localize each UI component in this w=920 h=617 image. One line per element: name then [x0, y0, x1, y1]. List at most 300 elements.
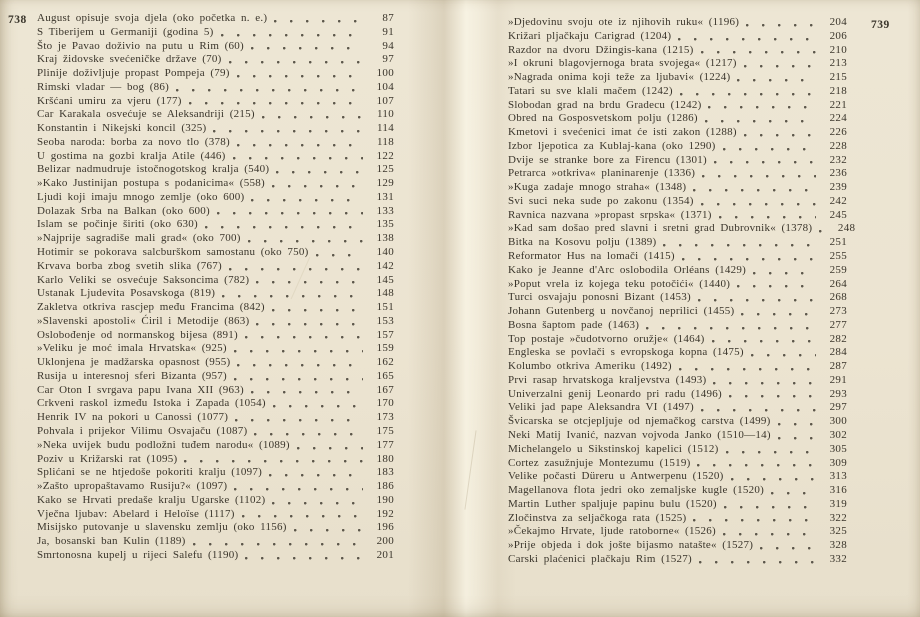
entry-page-number: 264: [829, 277, 847, 290]
toc-entry: [508, 112, 847, 126]
entry-title: »Prije objeda i dok jošte bijasmo natašte« (1527): [508, 539, 754, 552]
entry-page-number: 319: [829, 497, 847, 510]
entry-page-number: 190: [376, 493, 394, 506]
entry-page-number: 131: [376, 190, 394, 203]
entry-page-number: 251: [829, 236, 847, 249]
toc-entry: [508, 154, 847, 168]
dot-leader: [693, 181, 816, 195]
entry-title: Prvi rasap hrvatskoga kraljevstva (1493): [508, 373, 707, 386]
dot-leader: [234, 342, 363, 356]
entry-page-number: 302: [829, 428, 847, 441]
dot-leader: [245, 549, 363, 563]
entry-title: Kolumbo otkriva Ameriku (1492): [508, 360, 672, 373]
dot-leader: [237, 356, 363, 370]
entry-title: Crkveni raskol između Istoka i Zapada (1054): [37, 397, 266, 410]
toc-entry: [508, 470, 847, 484]
entry-title: Kršćani umiru za vjeru (177): [37, 94, 182, 107]
entry-title: Univerzalni genij Leonardo pri radu (1496): [508, 387, 722, 400]
entry-page-number: 148: [376, 287, 394, 300]
toc-entry: [37, 480, 394, 494]
toc-entry: [508, 30, 847, 44]
dot-leader: [272, 177, 363, 191]
entry-title: »Slavenski apostoli« Ćiril i Metodije (863): [37, 314, 250, 327]
dot-leader: [697, 457, 816, 471]
dot-leader: [678, 30, 816, 44]
dot-leader: [248, 232, 363, 246]
dot-leader: [693, 512, 816, 526]
entry-page-number: 107: [376, 94, 394, 107]
toc-entry: [37, 246, 394, 260]
entry-page-number: 316: [829, 484, 847, 497]
toc-entry: [508, 195, 847, 209]
entry-page-number: 248: [837, 222, 856, 235]
entry-title: Carski plaćenici plačkaju Rim (1527): [508, 552, 692, 565]
toc-entry: [508, 498, 847, 512]
left-page-number: 738: [8, 14, 27, 26]
entry-title: Splićani se ne htjedoše pokoriti kralju (1097): [37, 466, 263, 479]
toc-entry: [508, 71, 847, 85]
entry-title: Henrik IV na pokori u Canossi (1077): [37, 411, 229, 424]
entry-page-number: 204: [829, 16, 847, 28]
dot-leader: [741, 305, 816, 319]
toc-entry: [508, 388, 847, 402]
entry-title: Petrarca »otkriva« planinarenje (1336): [508, 167, 696, 180]
entry-page-number: 226: [829, 126, 847, 139]
entry-page-number: 309: [829, 456, 847, 469]
toc-entry: [37, 397, 394, 411]
entry-title: Svi suci neka sude po zakonu (1354): [508, 194, 694, 207]
entry-page-number: 255: [829, 250, 847, 263]
dot-leader: [778, 415, 816, 429]
dot-leader: [705, 112, 816, 126]
toc-entry: [37, 466, 394, 480]
entry-page-number: 94: [382, 39, 394, 52]
entry-title: »I okruni blagovjernoga brata svojega« (1217): [508, 57, 737, 70]
entry-title: Car Oton I svrgava papu Ivana XII (963): [37, 383, 244, 396]
entry-page-number: 173: [376, 411, 394, 424]
toc-entry: [508, 222, 856, 236]
dot-leader: [237, 67, 363, 81]
entry-page-number: 245: [829, 208, 847, 221]
toc-entry: [37, 205, 394, 219]
dot-leader: [221, 26, 363, 40]
entry-page-number: 228: [829, 139, 847, 152]
entry-page-number: 183: [376, 466, 394, 479]
dot-leader: [708, 99, 816, 113]
toc-entry: [37, 301, 394, 315]
entry-page-number: 297: [829, 401, 847, 414]
dot-leader: [663, 236, 816, 250]
entry-page-number: 151: [376, 301, 394, 314]
dot-leader: [176, 81, 363, 95]
dot-leader: [229, 53, 363, 67]
dot-leader: [729, 388, 816, 402]
entry-title: »Veliku je moć imala Hrvatska« (925): [37, 342, 227, 355]
entry-page-number: 210: [829, 43, 847, 56]
toc-entry: [37, 370, 394, 384]
entry-page-number: 153: [376, 314, 394, 327]
entry-page-number: 91: [382, 25, 394, 38]
dot-leader: [217, 205, 363, 219]
entry-title: Pohvala i prijekor Vilimu Osvajaču (1087): [37, 424, 248, 437]
entry-title: Kmetovi i svećenici imat će isti zakon (1288): [508, 126, 737, 139]
toc-entry: [37, 163, 394, 177]
dot-leader: [699, 553, 816, 567]
entry-title: Car Karakala osvećuje se Aleksandriji (215): [37, 108, 255, 121]
dot-leader: [193, 535, 363, 549]
toc-entry: [508, 512, 847, 526]
entry-page-number: 201: [376, 548, 394, 561]
entry-title: »Najprije sagradiše mali grad« (oko 700): [37, 232, 241, 245]
toc-entry: [37, 53, 394, 67]
entry-page-number: 110: [377, 108, 394, 121]
toc-entry: [508, 181, 847, 195]
entry-title: Izbor ljepotica za Kublaj-kana (oko 1290): [508, 139, 716, 152]
entry-page-number: 273: [829, 305, 847, 318]
entry-title: Plinije doživljuje propast Pompeja (79): [37, 67, 230, 80]
toc-entry: [37, 329, 394, 343]
toc-entry: [37, 12, 394, 26]
toc-entry: [37, 108, 394, 122]
toc-entry: [37, 67, 394, 81]
toc-entry: [508, 360, 847, 374]
entry-page-number: 175: [376, 424, 394, 437]
entry-page-number: 200: [376, 535, 394, 548]
dot-leader: [712, 333, 816, 347]
entry-title: Konstantin i Nikejski koncil (325): [37, 122, 207, 135]
entry-title: »Poput vrela iz kojega teku potočići« (1440): [508, 277, 731, 290]
dot-leader: [256, 274, 363, 288]
entry-title: Kako se Hrvati predaše kralju Ugarske (1102): [37, 493, 266, 506]
entry-title: Seoba naroda: borba za novo tlo (378): [37, 135, 230, 148]
entry-title: Belizar nadmudruje istočnogotskog kralja (540): [37, 163, 270, 176]
dot-leader: [778, 429, 816, 443]
entry-page-number: 322: [829, 511, 847, 524]
toc-entry: [508, 16, 847, 30]
entry-title: Smrtonosna kupelj u rijeci Salefu (1190): [37, 548, 239, 561]
dot-leader: [205, 218, 363, 232]
entry-title: Neki Matij Ivanić, nazvan vojvoda Janko (1510—14): [508, 428, 771, 441]
toc-entry: [508, 457, 847, 471]
entry-page-number: 268: [829, 291, 847, 304]
toc-entry: [508, 429, 847, 443]
dot-leader: [723, 525, 816, 539]
dot-leader: [771, 484, 816, 498]
entry-title: Hotimir se pokorava salcburškom samostanu (oko 750): [37, 246, 309, 259]
toc-entry: [37, 439, 394, 453]
entry-page-number: 157: [376, 328, 394, 341]
dot-leader: [184, 453, 363, 467]
dot-leader: [234, 480, 363, 494]
toc-entry: [37, 453, 394, 467]
dot-leader: [245, 329, 363, 343]
dot-leader: [682, 250, 816, 264]
entry-page-number: 305: [829, 442, 847, 455]
toc-column-left: [37, 12, 394, 563]
toc-entry: [37, 425, 394, 439]
toc-entry: [37, 218, 394, 232]
dot-leader: [680, 85, 816, 99]
entry-page-number: 142: [376, 259, 394, 272]
entry-page-number: 104: [376, 80, 394, 93]
dot-leader: [272, 494, 363, 508]
dot-leader: [251, 384, 363, 398]
entry-title: Misijsko putovanje u slavensku zemlju (oko 1156): [37, 521, 287, 534]
dot-leader: [702, 167, 816, 181]
dot-leader: [714, 154, 816, 168]
entry-title: »Kad sam došao pred slavni i sretni grad Dubrovnik« (1378): [508, 222, 813, 235]
entry-title: Oslobođenje od normanskog bijesa (891): [37, 328, 238, 341]
gutter-fold-scratch: [464, 430, 476, 509]
entry-title: Zločinstva za seljačkoga rata (1525): [508, 511, 687, 524]
toc-entry: [37, 40, 394, 54]
entry-title: Cortez zasužnjuje Montezumu (1519): [508, 456, 691, 469]
entry-page-number: 125: [376, 163, 394, 176]
entry-page-number: 239: [829, 181, 847, 194]
dot-leader: [274, 12, 363, 26]
toc-entry: [37, 260, 394, 274]
toc-entry: [37, 287, 394, 301]
dot-leader: [679, 360, 816, 374]
toc-entry: [508, 319, 847, 333]
entry-page-number: 236: [829, 167, 847, 180]
dot-leader: [701, 195, 816, 209]
toc-entry: [37, 315, 394, 329]
entry-title: Kraj židovske svećeničke države (70): [37, 53, 222, 66]
dot-leader: [737, 71, 816, 85]
entry-title: Engleska se povlači s evropskoga kopna (1475): [508, 346, 744, 359]
toc-entry: [37, 549, 394, 563]
entry-title: »Kako Justinijan postupa s podanicima« (558): [37, 177, 265, 190]
entry-page-number: 215: [829, 71, 847, 84]
dot-leader: [272, 301, 363, 315]
entry-page-number: 206: [829, 29, 847, 42]
toc-entry: [37, 535, 394, 549]
entry-page-number: 328: [829, 539, 847, 552]
dot-leader: [646, 319, 816, 333]
entry-page-number: 284: [829, 346, 847, 359]
entry-page-number: 170: [376, 397, 394, 410]
entry-page-number: 165: [376, 369, 394, 382]
entry-title: U gostima na gozbi kralja Atile (446): [37, 149, 226, 162]
toc-entry: [508, 167, 847, 181]
toc-column-right: [508, 16, 856, 567]
entry-title: Vječna ljubav: Abelard i Heloïse (1117): [37, 507, 235, 520]
dot-leader: [276, 163, 363, 177]
entry-page-number: 167: [376, 383, 394, 396]
entry-title: »Djedovinu svoju ote iz njihovih ruku« (1196): [508, 16, 740, 28]
entry-title: Slobodan grad na brdu Gradecu (1242): [508, 98, 702, 111]
toc-entry: [508, 57, 847, 71]
entry-title: Poziv u Križarski rat (1095): [37, 452, 178, 465]
entry-title: »Čekajmo Hrvate, ljude ratoborne« (1526): [508, 525, 716, 538]
toc-entry: [508, 44, 847, 58]
toc-entry: [508, 85, 847, 99]
entry-title: Što je Pavao doživio na putu u Rim (60): [37, 39, 244, 52]
toc-entry: [508, 209, 847, 223]
entry-page-number: 313: [829, 470, 847, 483]
dot-leader: [254, 425, 363, 439]
dot-leader: [294, 521, 363, 535]
dot-leader: [698, 291, 816, 305]
entry-page-number: 135: [376, 218, 394, 231]
entry-page-number: 332: [829, 552, 847, 565]
entry-title: Križari pljačkaju Carigrad (1204): [508, 29, 672, 42]
entry-title: Bosna šaptom pade (1463): [508, 318, 640, 331]
entry-page-number: 291: [829, 373, 847, 386]
dot-leader: [737, 278, 816, 292]
dot-leader: [235, 411, 363, 425]
entry-page-number: 138: [376, 232, 394, 245]
dot-leader: [297, 439, 363, 453]
toc-entry: [37, 81, 394, 95]
toc-entry: [37, 356, 394, 370]
entry-page-number: 300: [829, 415, 847, 428]
entry-title: Top postaje »čudotvorno oružje« (1464): [508, 332, 705, 345]
toc-entry: [37, 177, 394, 191]
dot-leader: [751, 346, 816, 360]
entry-page-number: 100: [376, 67, 394, 80]
dot-leader: [316, 246, 363, 260]
entry-title: Dolazak Srba na Balkan (oko 600): [37, 204, 210, 217]
toc-entry: [508, 484, 847, 498]
dot-leader: [731, 470, 816, 484]
dot-leader: [234, 370, 363, 384]
entry-page-number: 293: [829, 387, 847, 400]
toc-entry: [508, 250, 847, 264]
entry-page-number: 159: [376, 342, 394, 355]
entry-page-number: 133: [376, 204, 394, 217]
entry-page-number: 129: [376, 177, 394, 190]
entry-page-number: 282: [829, 332, 847, 345]
dot-leader: [744, 126, 816, 140]
entry-page-number: 242: [829, 194, 847, 207]
entry-title: Rimski vladar — bog (86): [37, 80, 170, 93]
dot-leader: [242, 508, 363, 522]
entry-page-number: 186: [376, 480, 394, 493]
toc-entry: [508, 99, 847, 113]
entry-title: Karlo Veliki se osvećuje Saksoncima (782): [37, 273, 250, 286]
dot-leader: [760, 539, 816, 553]
dot-leader: [701, 44, 816, 58]
dot-leader: [251, 191, 363, 205]
toc-entry: [37, 411, 394, 425]
dot-leader: [713, 374, 816, 388]
dot-leader: [723, 140, 816, 154]
entry-title: Kako je Jeanne d'Arc oslobodila Orléans (1429): [508, 263, 747, 276]
entry-page-number: 224: [829, 112, 847, 125]
entry-title: Velike počasti Düreru u Antwerpenu (1520): [508, 470, 724, 483]
entry-page-number: 221: [829, 98, 847, 111]
entry-title: Magellanova flota jedri oko zemaljske kugle (1520): [508, 484, 764, 497]
entry-title: Zakletva otkriva rascjep među Francima (842): [37, 301, 265, 314]
entry-title: »Nagrada onima koji teže za ljubavi« (1224): [508, 71, 731, 84]
entry-title: Rusija u interesnoj sferi Bizanta (957): [37, 369, 227, 382]
toc-entry: [508, 305, 847, 319]
entry-title: August opisuje svoja djela (oko početka n. e.): [37, 12, 268, 24]
toc-entry: [508, 140, 847, 154]
toc-entry: [37, 384, 394, 398]
toc-entry: [37, 150, 394, 164]
dot-leader: [251, 40, 363, 54]
toc-entry: [37, 274, 394, 288]
toc-entry: [37, 95, 394, 109]
dot-leader: [724, 498, 816, 512]
toc-entry: [37, 521, 394, 535]
entry-page-number: 162: [376, 356, 394, 369]
entry-page-number: 196: [376, 521, 394, 534]
entry-page-number: 114: [377, 122, 394, 135]
entry-title: Ustanak Ljudevita Posavskoga (819): [37, 287, 216, 300]
dot-leader: [726, 443, 816, 457]
dot-leader: [262, 108, 363, 122]
toc-entry: [37, 508, 394, 522]
dot-leader: [746, 16, 816, 30]
toc-entry: [508, 553, 847, 567]
dot-leader: [213, 122, 363, 136]
entry-page-number: 192: [376, 507, 394, 520]
entry-title: Bitka na Kosovu polju (1389): [508, 236, 657, 249]
dot-leader: [237, 136, 363, 150]
entry-title: Martin Luther spaljuje papinu bulu (1520): [508, 497, 717, 510]
dot-leader: [744, 57, 816, 71]
entry-title: »Kuga zadaje mnogo straha« (1348): [508, 181, 687, 194]
entry-title: Ja, bosanski ban Kulin (1189): [37, 535, 186, 548]
entry-title: Razdor na dvoru Džingis-kana (1215): [508, 43, 694, 56]
entry-page-number: 145: [376, 273, 394, 286]
toc-entry: [508, 525, 847, 539]
entry-title: Ravnica nazvana »propast srpska« (1371): [508, 208, 712, 221]
toc-entry: [508, 415, 847, 429]
entry-page-number: 218: [829, 84, 847, 97]
toc-entry: [508, 333, 847, 347]
dot-leader: [719, 209, 816, 223]
toc-entry: [508, 126, 847, 140]
entry-title: Michelangelo u Sikstinskoj kapelici (1512): [508, 442, 719, 455]
toc-entry: [508, 401, 847, 415]
entry-title: Johann Gutenberg u novčanoj neprilici (1455): [508, 305, 735, 318]
toc-entry: [37, 191, 394, 205]
entry-title: Uklonjena je madžarska opasnost (955): [37, 356, 231, 369]
entry-page-number: 287: [829, 360, 847, 373]
dot-leader: [256, 315, 363, 329]
toc-entry: [37, 122, 394, 136]
dot-leader: [233, 150, 363, 164]
toc-entry: [37, 232, 394, 246]
dot-leader: [701, 401, 816, 415]
entry-page-number: 140: [376, 246, 394, 259]
toc-entry: [508, 443, 847, 457]
toc-entry: [508, 236, 847, 250]
dot-leader: [819, 222, 824, 236]
entry-page-number: 325: [829, 525, 847, 538]
entry-title: Ljudi koji imaju mnogo zemlje (oko 600): [37, 190, 245, 203]
toc-entry: [37, 342, 394, 356]
entry-page-number: 87: [382, 12, 394, 24]
toc-entry: [508, 539, 847, 553]
dot-leader: [753, 264, 816, 278]
toc-entry: [37, 26, 394, 40]
entry-page-number: 259: [829, 263, 847, 276]
entry-title: Krvava borba zbog svetih slika (767): [37, 259, 222, 272]
entry-title: Tatari su sve klali mačem (1242): [508, 84, 673, 97]
dot-leader: [229, 260, 363, 274]
dot-leader: [269, 466, 363, 480]
entry-title: Obred na Gosposvetskom polju (1286): [508, 112, 698, 125]
right-page-number: 739: [871, 19, 890, 31]
entry-title: Islam se počinje širiti (oko 630): [37, 218, 198, 231]
entry-page-number: 97: [382, 53, 394, 66]
